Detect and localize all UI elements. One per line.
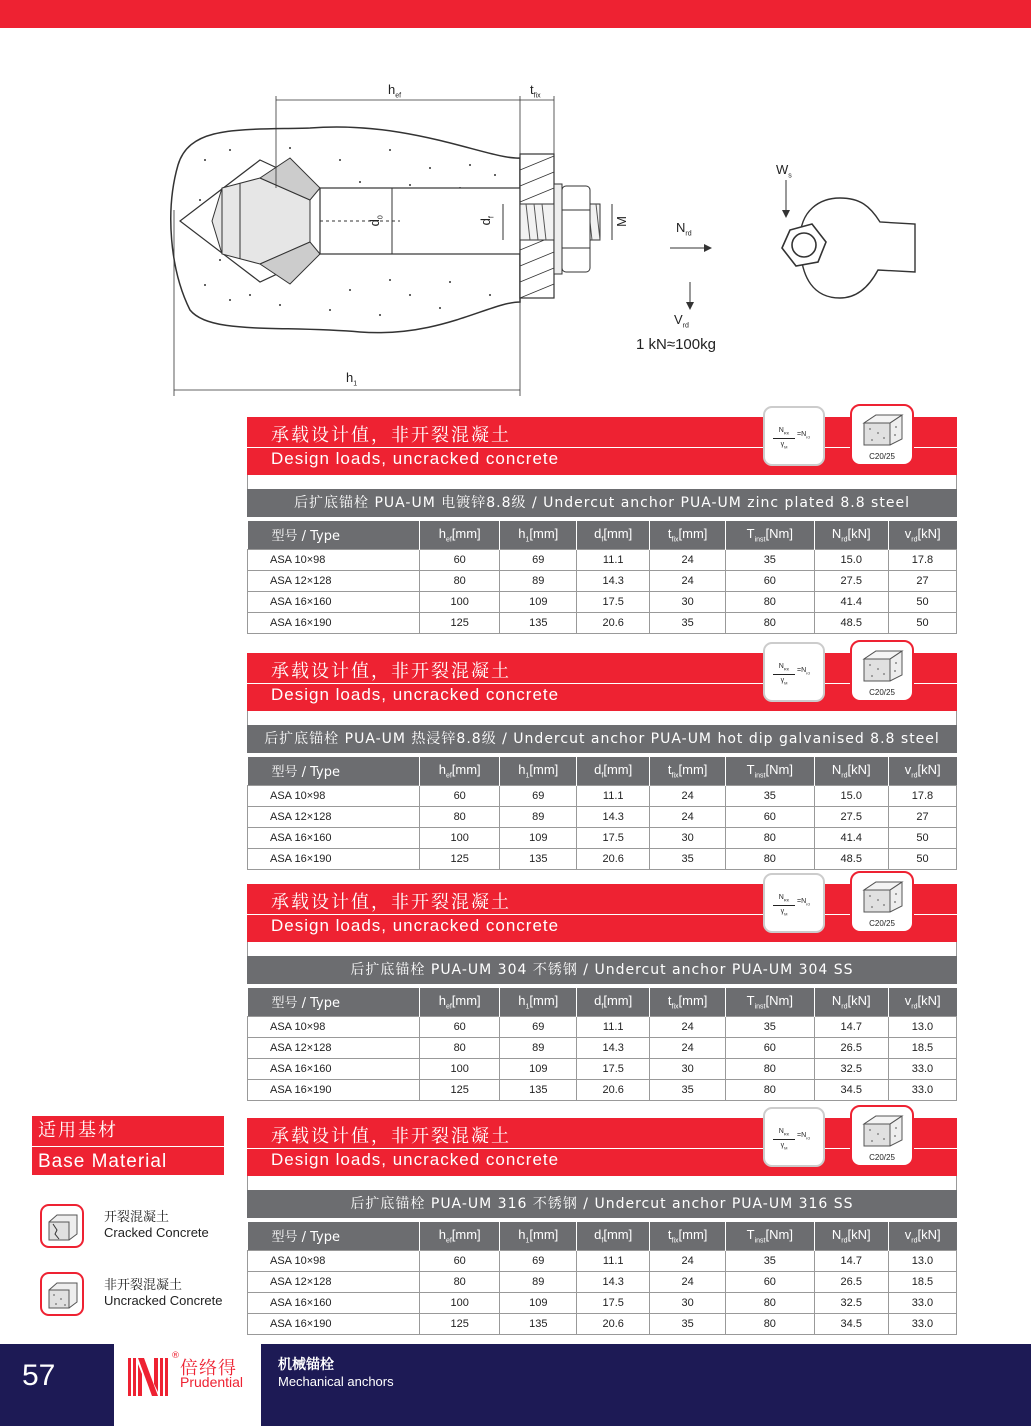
header-type: 型号 / Type: [248, 757, 420, 785]
anchor-diagram: [160, 70, 940, 400]
cell-value: 11.1: [577, 549, 650, 570]
cell-value: 69: [500, 1250, 577, 1271]
header-col-2: $d_f[mm]$: [577, 757, 650, 785]
cell-value: 35: [650, 848, 726, 869]
cell-value: 60: [726, 570, 815, 591]
header-col-2: $d_f[mm]$: [577, 988, 650, 1016]
cell-value: 69: [500, 785, 577, 806]
cell-value: 80: [726, 612, 815, 633]
cell-value: 26.5: [814, 1271, 888, 1292]
cell-value: 125: [420, 848, 500, 869]
table-row: [248, 549, 957, 570]
cell-value: 13.0: [888, 1250, 956, 1271]
cell-value: 60: [420, 1250, 500, 1271]
cell-value: 35: [650, 612, 726, 633]
cell-value: 80: [420, 1037, 500, 1058]
registered-mark: ®: [171, 1351, 180, 1361]
cell-value: 30: [650, 1058, 726, 1079]
cell-value: 60: [420, 1016, 500, 1037]
section-subtitle: 后扩底锚栓 PUA-UM 304 不锈钢 / Undercut anchor PUA-UM 304 SS: [247, 956, 957, 984]
section-title-en: Design loads, uncracked concrete: [271, 449, 560, 468]
uncracked-concrete-icon: C20/25: [850, 404, 914, 466]
header-type: 型号 / Type: [248, 521, 420, 549]
cell-value: 24: [650, 1271, 726, 1292]
cell-value: 100: [420, 1058, 500, 1079]
header-col-0: $h_{ef}[mm]$: [420, 757, 500, 785]
section-title-cn: 承载设计值，非开裂混凝土: [271, 661, 511, 682]
cell-type: ASA 10×98: [248, 549, 420, 570]
table-header-row: [248, 521, 957, 549]
header-col-1: $h_1[mm]$: [500, 521, 577, 549]
header-col-3: $t_{fix}[mm]$: [650, 1222, 726, 1250]
cell-type: ASA 16×160: [248, 827, 420, 848]
cell-value: 80: [726, 1292, 815, 1313]
table-row: [248, 1037, 957, 1058]
cell-type: ASA 16×190: [248, 1079, 420, 1100]
header-col-2: $d_f[mm]$: [577, 1222, 650, 1250]
cell-value: 30: [650, 827, 726, 848]
cell-value: 17.5: [577, 1058, 650, 1079]
legend-cracked-concrete: [40, 1204, 240, 1248]
cell-value: 80: [726, 1058, 815, 1079]
cell-type: ASA 16×160: [248, 1292, 420, 1313]
cell-value: 35: [650, 1079, 726, 1100]
cell-value: 80: [420, 1271, 500, 1292]
header-col-5: $N_{rd}[kN]$: [814, 521, 888, 549]
table-row: [248, 1271, 957, 1292]
base-material-title-cn: 适用基材: [32, 1116, 224, 1146]
cell-type: ASA 12×128: [248, 806, 420, 827]
section-header: [247, 417, 957, 475]
section-subtitle: 后扩底锚栓 PUA-UM 316 不锈钢 / Undercut anchor PUA-UM 316 SS: [247, 1190, 957, 1218]
cell-value: 135: [500, 612, 577, 633]
table-header-row: [248, 1222, 957, 1250]
cell-value: 20.6: [577, 848, 650, 869]
header-col-6: $v_{rd}[kN]$: [888, 521, 956, 549]
cell-type: ASA 16×160: [248, 591, 420, 612]
cracked-concrete-icon: [40, 1204, 84, 1248]
cell-value: 17.8: [888, 785, 956, 806]
table-row: [248, 1058, 957, 1079]
cell-value: 20.6: [577, 1079, 650, 1100]
header-col-4: $T_{inst}[Nm]$: [726, 521, 815, 549]
cell-value: 80: [726, 1079, 815, 1100]
table-row: [248, 806, 957, 827]
cell-value: 17.5: [577, 1292, 650, 1313]
cell-value: 17.5: [577, 827, 650, 848]
design-formula-badge: $N_{RK}$ $\gamma_M$ $=N_{rd}$: [763, 406, 825, 466]
label-ws: $W_s$: [776, 162, 792, 180]
table-row: [248, 785, 957, 806]
header-col-4: $T_{inst}[Nm]$: [726, 757, 815, 785]
cell-value: 80: [726, 1313, 815, 1334]
design-loads-section-hot-dip: [247, 653, 957, 870]
cell-type: ASA 10×98: [248, 1016, 420, 1037]
cell-value: 41.4: [814, 591, 888, 612]
header-col-2: $d_f[mm]$: [577, 521, 650, 549]
design-formula-badge: $N_{RK}$ $\gamma_M$ $=N_{rd}$: [763, 642, 825, 702]
cell-value: 30: [650, 1292, 726, 1313]
cell-value: 60: [420, 549, 500, 570]
design-loads-section-316: [247, 1118, 957, 1335]
cell-value: 32.5: [814, 1058, 888, 1079]
design-formula-badge: $N_{RK}$ $\gamma_M$ $=N_{rd}$: [763, 1107, 825, 1167]
cell-value: 17.8: [888, 549, 956, 570]
cell-value: 89: [500, 1037, 577, 1058]
section-header: [247, 1118, 957, 1176]
legend-uncracked-cn: 非开裂混凝土: [104, 1278, 183, 1293]
base-material-title-en: Base Material: [32, 1146, 224, 1175]
label-hef: $h_{ef}$: [388, 82, 402, 100]
cell-value: 33.0: [888, 1079, 956, 1100]
header-col-3: $t_{fix}[mm]$: [650, 988, 726, 1016]
cell-value: 14.3: [577, 570, 650, 591]
label-vrd: $V_{rd}$: [674, 312, 689, 330]
table-row: [248, 1250, 957, 1271]
cell-value: 15.0: [814, 785, 888, 806]
section-title-cn: 承载设计值，非开裂混凝土: [271, 892, 511, 913]
brand-logo: [114, 1344, 261, 1426]
cell-value: 11.1: [577, 1016, 650, 1037]
section-title-cn: 承载设计值，非开裂混凝土: [271, 1126, 511, 1147]
label-df: $d_f$: [477, 216, 496, 226]
cell-value: 27: [888, 570, 956, 591]
design-loads-table: [247, 521, 957, 634]
category-en: Mechanical anchors: [278, 1374, 394, 1389]
header-col-1: $h_1[mm]$: [500, 1222, 577, 1250]
cell-value: 60: [726, 1037, 815, 1058]
label-nrd: $N_{rd}$: [676, 220, 692, 238]
table-row: [248, 848, 957, 869]
cell-value: 48.5: [814, 848, 888, 869]
cell-value: 80: [726, 848, 815, 869]
cell-value: 125: [420, 1313, 500, 1334]
cell-value: 27.5: [814, 570, 888, 591]
cell-value: 24: [650, 785, 726, 806]
cell-value: 27: [888, 806, 956, 827]
header-col-3: $t_{fix}[mm]$: [650, 757, 726, 785]
cell-value: 80: [420, 570, 500, 591]
design-loads-section-zinc: [247, 417, 957, 634]
uncracked-concrete-icon: C20/25: [850, 640, 914, 702]
cell-value: 24: [650, 1037, 726, 1058]
header-col-6: $v_{rd}[kN]$: [888, 757, 956, 785]
cell-value: 27.5: [814, 806, 888, 827]
cell-type: ASA 12×128: [248, 1271, 420, 1292]
cell-type: ASA 16×190: [248, 848, 420, 869]
design-loads-table: [247, 757, 957, 870]
cell-value: 24: [650, 1250, 726, 1271]
header-col-0: $h_{ef}[mm]$: [420, 1222, 500, 1250]
prudential-logo-icon: [126, 1354, 170, 1400]
cell-value: 15.0: [814, 549, 888, 570]
label-h1: $h_1$: [346, 370, 358, 388]
cell-value: 50: [888, 591, 956, 612]
cell-value: 14.3: [577, 1271, 650, 1292]
header-col-5: $N_{rd}[kN]$: [814, 757, 888, 785]
cell-value: 11.1: [577, 1250, 650, 1271]
cell-value: 69: [500, 549, 577, 570]
section-title-cn: 承载设计值，非开裂混凝土: [271, 425, 511, 446]
cell-value: 135: [500, 1079, 577, 1100]
header-col-6: $v_{rd}[kN]$: [888, 988, 956, 1016]
cell-value: 35: [726, 1250, 815, 1271]
cell-value: 14.7: [814, 1250, 888, 1271]
cell-value: 125: [420, 1079, 500, 1100]
cell-value: 80: [726, 827, 815, 848]
cell-value: 18.5: [888, 1271, 956, 1292]
footer: [0, 1344, 1031, 1426]
cell-value: 35: [726, 549, 815, 570]
cell-value: 17.5: [577, 591, 650, 612]
cell-value: 60: [726, 806, 815, 827]
table-header-row: [248, 988, 957, 1016]
cell-type: ASA 16×190: [248, 612, 420, 633]
cell-value: 26.5: [814, 1037, 888, 1058]
cell-type: ASA 12×128: [248, 1037, 420, 1058]
cell-value: 100: [420, 591, 500, 612]
cell-value: 33.0: [888, 1058, 956, 1079]
cell-value: 109: [500, 827, 577, 848]
cell-value: 50: [888, 848, 956, 869]
header-col-4: $T_{inst}[Nm]$: [726, 988, 815, 1016]
cell-value: 14.7: [814, 1016, 888, 1037]
cell-value: 13.0: [888, 1016, 956, 1037]
section-header: [247, 653, 957, 711]
cell-value: 125: [420, 612, 500, 633]
anchor-diagram-graphic: [160, 70, 940, 400]
base-material-panel: [32, 1116, 224, 1175]
design-loads-table: [247, 1222, 957, 1335]
header-col-4: $T_{inst}[Nm]$: [726, 1222, 815, 1250]
cell-value: 24: [650, 806, 726, 827]
header-col-1: $h_1[mm]$: [500, 757, 577, 785]
cell-value: 35: [726, 1016, 815, 1037]
section-header: [247, 884, 957, 942]
cell-value: 89: [500, 806, 577, 827]
legend-uncracked-concrete: [40, 1272, 240, 1316]
cell-value: 50: [888, 827, 956, 848]
cell-value: 80: [726, 591, 815, 612]
legend-cracked-en: Cracked Concrete: [104, 1225, 209, 1240]
cell-value: 35: [650, 1313, 726, 1334]
section-title-en: Design loads, uncracked concrete: [271, 685, 560, 704]
uncracked-concrete-icon: C20/25: [850, 871, 914, 933]
cell-type: ASA 10×98: [248, 1250, 420, 1271]
cell-type: ASA 12×128: [248, 570, 420, 591]
header-col-1: $h_1[mm]$: [500, 988, 577, 1016]
cell-value: 34.5: [814, 1079, 888, 1100]
cell-value: 20.6: [577, 612, 650, 633]
table-row: [248, 1016, 957, 1037]
cell-value: 33.0: [888, 1292, 956, 1313]
cell-value: 14.3: [577, 1037, 650, 1058]
cell-value: 109: [500, 1058, 577, 1079]
section-title-en: Design loads, uncracked concrete: [271, 916, 560, 935]
cell-value: 109: [500, 1292, 577, 1313]
category-cn: 机械锚栓: [278, 1357, 334, 1373]
design-loads-section-304: [247, 884, 957, 1101]
uncracked-concrete-legend-icon: [40, 1272, 84, 1316]
section-subtitle: 后扩底锚栓 PUA-UM 电镀锌8.8级 / Undercut anchor PUA-UM zinc plated 8.8 steel: [247, 489, 957, 517]
cell-value: 89: [500, 1271, 577, 1292]
cell-value: 24: [650, 570, 726, 591]
cell-value: 33.0: [888, 1313, 956, 1334]
cell-value: 48.5: [814, 612, 888, 633]
label-d0: $d_0$: [366, 215, 385, 227]
header-col-5: $N_{rd}[kN]$: [814, 1222, 888, 1250]
cell-value: 34.5: [814, 1313, 888, 1334]
cell-value: 24: [650, 549, 726, 570]
section-subtitle: 后扩底锚栓 PUA-UM 热浸锌8.8级 / Undercut anchor PUA-UM hot dip galvanised 8.8 steel: [247, 725, 957, 753]
cell-value: 30: [650, 591, 726, 612]
table-row: [248, 570, 957, 591]
table-row: [248, 827, 957, 848]
cell-value: 89: [500, 570, 577, 591]
header-type: 型号 / Type: [248, 988, 420, 1016]
cell-type: ASA 10×98: [248, 785, 420, 806]
uncracked-concrete-icon: C20/25: [850, 1105, 914, 1167]
table-row: [248, 1079, 957, 1100]
cell-value: 80: [420, 806, 500, 827]
table-row: [248, 591, 957, 612]
table-row: [248, 612, 957, 633]
cell-value: 35: [726, 785, 815, 806]
cell-value: 60: [420, 785, 500, 806]
header-col-0: $h_{ef}[mm]$: [420, 988, 500, 1016]
cell-value: 100: [420, 1292, 500, 1313]
cell-value: 60: [726, 1271, 815, 1292]
cell-value: 135: [500, 848, 577, 869]
unit-conversion: 1 kN≈100kg: [636, 336, 716, 353]
cell-value: 109: [500, 591, 577, 612]
cell-value: 41.4: [814, 827, 888, 848]
header-col-5: $N_{rd}[kN]$: [814, 988, 888, 1016]
header-col-6: $v_{rd}[kN]$: [888, 1222, 956, 1250]
legend-cracked-cn: 开裂混凝土: [104, 1210, 170, 1225]
cell-value: 11.1: [577, 785, 650, 806]
design-formula-badge: $N_{RK}$ $\gamma_M$ $=N_{rd}$: [763, 873, 825, 933]
brand-name-en: Prudential: [180, 1374, 244, 1390]
cell-value: 100: [420, 827, 500, 848]
cell-value: 24: [650, 1016, 726, 1037]
label-tfix: $t_{fix}$: [530, 82, 541, 100]
table-row: [248, 1313, 957, 1334]
brand-name-cn: 倍络得: [180, 1358, 237, 1379]
cell-type: ASA 16×160: [248, 1058, 420, 1079]
cell-value: 14.3: [577, 806, 650, 827]
cell-value: 20.6: [577, 1313, 650, 1334]
label-m: M: [613, 216, 629, 227]
cell-value: 135: [500, 1313, 577, 1334]
cell-value: 69: [500, 1016, 577, 1037]
header-col-3: $t_{fix}[mm]$: [650, 521, 726, 549]
legend-uncracked-en: Uncracked Concrete: [104, 1293, 223, 1308]
cell-value: 18.5: [888, 1037, 956, 1058]
header-col-0: $h_{ef}[mm]$: [420, 521, 500, 549]
section-title-en: Design loads, uncracked concrete: [271, 1150, 560, 1169]
top-red-bar: [0, 0, 1031, 28]
design-loads-table: [247, 988, 957, 1101]
page-number: 57: [22, 1359, 56, 1392]
header-type: 型号 / Type: [248, 1222, 420, 1250]
cell-value: 32.5: [814, 1292, 888, 1313]
table-header-row: [248, 757, 957, 785]
cell-value: 50: [888, 612, 956, 633]
cell-type: ASA 16×190: [248, 1313, 420, 1334]
table-row: [248, 1292, 957, 1313]
